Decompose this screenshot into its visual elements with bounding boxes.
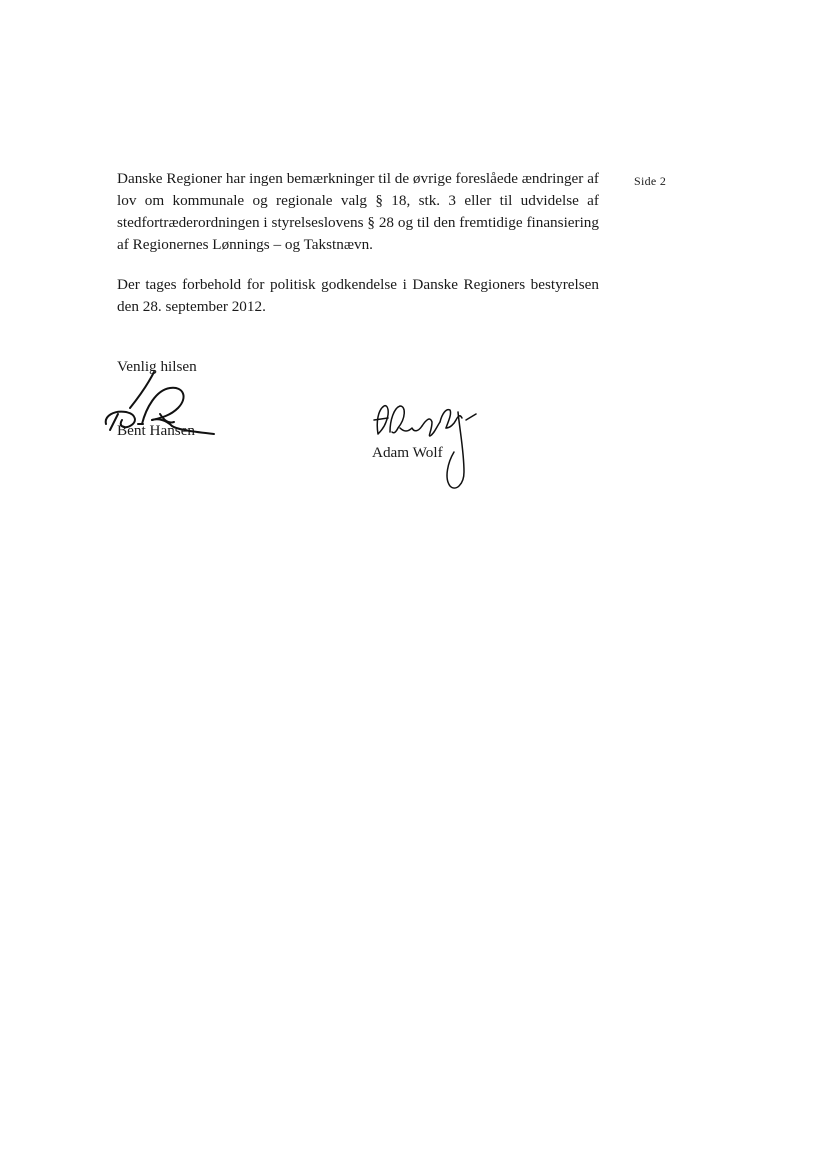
page-number: Side 2: [634, 174, 667, 188]
handwritten-signature-1: [96, 368, 222, 440]
body-paragraph-2: Der tages forbehold for politisk godkendelse i Danske Regioners bestyrelsen den 28. september 2012.: [117, 276, 599, 315]
signatory-name-1: Bent Hansen: [117, 422, 196, 439]
body-paragraph-1: Danske Regioner har ingen bemærkninger til de øvrige foreslåede ændringer af lov om kommunale og regionale valg § 18, stk. 3 eller til udvidelse af stedfortræderordningen i styrelseslovens § 28 og til den fremtidige finansiering af Regionernes Lønnings – og Takstnævn.: [117, 170, 599, 253]
closing-salutation: Venlig hilsen: [117, 358, 197, 375]
signatory-name-2: Adam Wolf: [372, 444, 443, 461]
handwritten-signature-2: [370, 402, 480, 494]
